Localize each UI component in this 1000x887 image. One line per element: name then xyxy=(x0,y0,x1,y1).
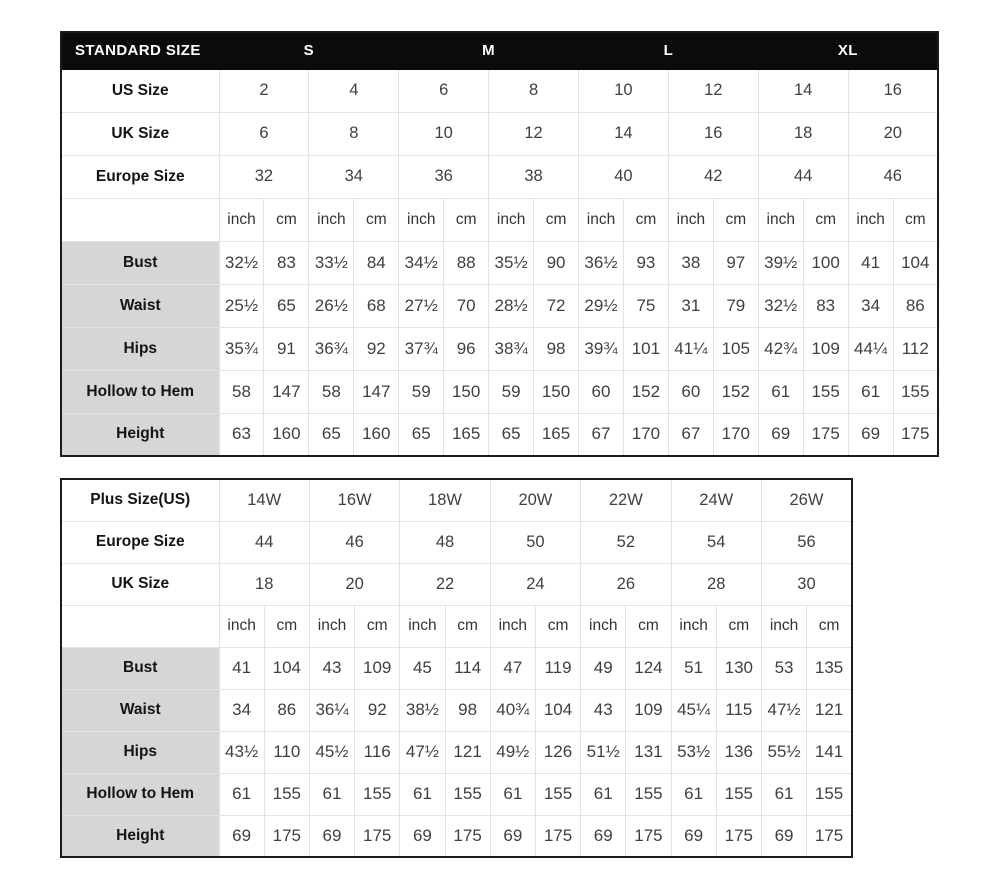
band-label: S xyxy=(219,32,399,69)
measure-value-cell: 72 xyxy=(534,284,579,327)
unit-label-inch: inch xyxy=(490,605,535,647)
measure-value-cell: 155 xyxy=(807,773,852,815)
size-value-cell: 14W xyxy=(219,479,309,521)
unit-label-inch: inch xyxy=(400,605,445,647)
unit-row-empty-label xyxy=(61,605,219,647)
measure-value-cell: 155 xyxy=(535,773,580,815)
measure-value-cell: 104 xyxy=(535,689,580,731)
measure-row xyxy=(61,327,938,370)
size-value-cell: 26 xyxy=(581,563,671,605)
unit-label-cm: cm xyxy=(264,198,309,241)
measure-value-cell: 37¾ xyxy=(399,327,444,370)
measure-value-cell: 38 xyxy=(668,241,713,284)
measure-value-cell: 43½ xyxy=(219,731,264,773)
measure-value-cell: 105 xyxy=(713,327,758,370)
measure-value-cell: 155 xyxy=(716,773,761,815)
band-label: XL xyxy=(758,32,938,69)
row-label: Hollow to Hem xyxy=(61,370,219,413)
measure-row xyxy=(61,689,852,731)
measure-value-cell: 88 xyxy=(444,241,489,284)
measure-value-cell: 65 xyxy=(489,413,534,456)
measure-value-cell: 61 xyxy=(581,773,626,815)
measure-value-cell: 61 xyxy=(761,773,806,815)
measure-value-cell: 55½ xyxy=(761,731,806,773)
measure-value-cell: 104 xyxy=(264,647,309,689)
size-value-cell: 46 xyxy=(309,521,399,563)
size-value-cell: 16 xyxy=(848,69,938,112)
measure-value-cell: 83 xyxy=(264,241,309,284)
measure-row xyxy=(61,284,938,327)
unit-label-cm: cm xyxy=(535,605,580,647)
unit-label-cm: cm xyxy=(626,605,671,647)
size-value-cell: 14 xyxy=(579,112,669,155)
measure-value-cell: 60 xyxy=(579,370,624,413)
row-label: Waist xyxy=(61,689,219,731)
row-label: UK Size xyxy=(61,112,219,155)
measure-value-cell: 47½ xyxy=(400,731,445,773)
measure-value-cell: 47 xyxy=(490,647,535,689)
size-value-cell: 28 xyxy=(671,563,761,605)
size-value-cell: 40 xyxy=(579,155,669,198)
measure-value-cell: 39¾ xyxy=(579,327,624,370)
size-value-cell: 38 xyxy=(489,155,579,198)
measure-value-cell: 141 xyxy=(807,731,852,773)
unit-label-cm: cm xyxy=(893,198,938,241)
measure-value-cell: 175 xyxy=(535,815,580,857)
measure-value-cell: 175 xyxy=(626,815,671,857)
measure-row xyxy=(61,370,938,413)
size-value-cell: 10 xyxy=(579,69,669,112)
measure-row xyxy=(61,241,938,284)
size-value-cell: 52 xyxy=(581,521,671,563)
measure-value-cell: 124 xyxy=(626,647,671,689)
measure-value-cell: 147 xyxy=(354,370,399,413)
measure-row xyxy=(61,413,938,456)
measure-value-cell: 155 xyxy=(445,773,490,815)
measure-value-cell: 69 xyxy=(671,815,716,857)
unit-label-cm: cm xyxy=(713,198,758,241)
size-row xyxy=(61,112,938,155)
measure-value-cell: 160 xyxy=(354,413,399,456)
measure-value-cell: 109 xyxy=(803,327,848,370)
measure-value-cell: 69 xyxy=(848,413,893,456)
unit-label-cm: cm xyxy=(355,605,400,647)
unit-label-cm: cm xyxy=(264,605,309,647)
measure-value-cell: 150 xyxy=(444,370,489,413)
measure-value-cell: 160 xyxy=(264,413,309,456)
unit-label-cm: cm xyxy=(807,605,852,647)
measure-value-cell: 155 xyxy=(264,773,309,815)
measure-value-cell: 47½ xyxy=(761,689,806,731)
measure-value-cell: 116 xyxy=(355,731,400,773)
unit-label-cm: cm xyxy=(803,198,848,241)
size-value-cell: 18 xyxy=(219,563,309,605)
measure-value-cell: 131 xyxy=(626,731,671,773)
measure-value-cell: 61 xyxy=(490,773,535,815)
row-label: Hips xyxy=(61,327,219,370)
unit-label-inch: inch xyxy=(761,605,806,647)
unit-label-inch: inch xyxy=(671,605,716,647)
measure-value-cell: 152 xyxy=(623,370,668,413)
measure-value-cell: 68 xyxy=(354,284,399,327)
band-label: L xyxy=(579,32,759,69)
measure-value-cell: 147 xyxy=(264,370,309,413)
measure-value-cell: 65 xyxy=(399,413,444,456)
measure-value-cell: 61 xyxy=(758,370,803,413)
size-value-cell: 32 xyxy=(219,155,309,198)
row-label: Hollow to Hem xyxy=(61,773,219,815)
measure-value-cell: 91 xyxy=(264,327,309,370)
unit-label-inch: inch xyxy=(219,605,264,647)
measure-value-cell: 126 xyxy=(535,731,580,773)
size-value-cell: 48 xyxy=(400,521,490,563)
size-value-cell: 36 xyxy=(399,155,489,198)
size-value-cell: 24W xyxy=(671,479,761,521)
measure-value-cell: 175 xyxy=(807,815,852,857)
measure-value-cell: 40¾ xyxy=(490,689,535,731)
measure-value-cell: 175 xyxy=(893,413,938,456)
measure-value-cell: 119 xyxy=(535,647,580,689)
measure-value-cell: 112 xyxy=(893,327,938,370)
size-value-cell: 20 xyxy=(309,563,399,605)
measure-value-cell: 136 xyxy=(716,731,761,773)
measure-value-cell: 100 xyxy=(803,241,848,284)
size-value-cell: 44 xyxy=(219,521,309,563)
unit-label-cm: cm xyxy=(534,198,579,241)
unit-label-cm: cm xyxy=(716,605,761,647)
unit-label-inch: inch xyxy=(219,198,264,241)
measure-value-cell: 79 xyxy=(713,284,758,327)
measure-value-cell: 170 xyxy=(713,413,758,456)
measure-value-cell: 121 xyxy=(807,689,852,731)
measure-value-cell: 28½ xyxy=(489,284,534,327)
measure-value-cell: 170 xyxy=(623,413,668,456)
size-value-cell: 8 xyxy=(489,69,579,112)
row-label: Height xyxy=(61,815,219,857)
measure-value-cell: 45¼ xyxy=(671,689,716,731)
measure-value-cell: 121 xyxy=(445,731,490,773)
measure-value-cell: 101 xyxy=(623,327,668,370)
measure-value-cell: 44¼ xyxy=(848,327,893,370)
unit-label-cm: cm xyxy=(445,605,490,647)
measure-value-cell: 42¾ xyxy=(758,327,803,370)
measure-value-cell: 36½ xyxy=(579,241,624,284)
size-value-cell: 4 xyxy=(309,69,399,112)
measure-value-cell: 98 xyxy=(534,327,579,370)
measure-value-cell: 29½ xyxy=(579,284,624,327)
measure-value-cell: 34 xyxy=(848,284,893,327)
size-value-cell: 22W xyxy=(581,479,671,521)
measure-value-cell: 41 xyxy=(219,647,264,689)
measure-value-cell: 36¾ xyxy=(309,327,354,370)
measure-value-cell: 155 xyxy=(626,773,671,815)
row-label: Bust xyxy=(61,241,219,284)
measure-value-cell: 31 xyxy=(668,284,713,327)
unit-label-inch: inch xyxy=(489,198,534,241)
measure-value-cell: 69 xyxy=(219,815,264,857)
size-value-cell: 20W xyxy=(490,479,580,521)
size-value-cell: 12 xyxy=(489,112,579,155)
measure-value-cell: 32½ xyxy=(758,284,803,327)
measure-value-cell: 86 xyxy=(264,689,309,731)
row-label: Europe Size xyxy=(61,155,219,198)
unit-label-cm: cm xyxy=(623,198,668,241)
measure-row xyxy=(61,647,852,689)
size-row xyxy=(61,155,938,198)
unit-label-inch: inch xyxy=(309,605,354,647)
size-value-cell: 22 xyxy=(400,563,490,605)
measure-value-cell: 35½ xyxy=(489,241,534,284)
size-value-cell: 6 xyxy=(399,69,489,112)
measure-value-cell: 53 xyxy=(761,647,806,689)
size-value-cell: 26W xyxy=(761,479,852,521)
measure-value-cell: 86 xyxy=(893,284,938,327)
size-value-cell: 2 xyxy=(219,69,309,112)
measure-value-cell: 69 xyxy=(581,815,626,857)
row-label: UK Size xyxy=(61,563,219,605)
row-label: Plus Size(US) xyxy=(61,479,219,521)
measure-value-cell: 63 xyxy=(219,413,264,456)
measure-value-cell: 35¾ xyxy=(219,327,264,370)
measure-value-cell: 109 xyxy=(355,647,400,689)
measure-value-cell: 135 xyxy=(807,647,852,689)
measure-value-cell: 130 xyxy=(716,647,761,689)
measure-value-cell: 45 xyxy=(400,647,445,689)
measure-value-cell: 104 xyxy=(893,241,938,284)
size-value-cell: 56 xyxy=(761,521,852,563)
measure-value-cell: 61 xyxy=(309,773,354,815)
measure-value-cell: 49 xyxy=(581,647,626,689)
measure-value-cell: 165 xyxy=(534,413,579,456)
measure-value-cell: 25½ xyxy=(219,284,264,327)
measure-value-cell: 175 xyxy=(264,815,309,857)
plus-size-table xyxy=(60,478,853,858)
measure-value-cell: 93 xyxy=(623,241,668,284)
measure-value-cell: 61 xyxy=(848,370,893,413)
size-value-cell: 34 xyxy=(309,155,399,198)
unit-row xyxy=(61,605,852,647)
unit-label-inch: inch xyxy=(668,198,713,241)
size-value-cell: 12 xyxy=(668,69,758,112)
size-value-cell: 16 xyxy=(668,112,758,155)
measure-value-cell: 69 xyxy=(761,815,806,857)
row-label: Europe Size xyxy=(61,521,219,563)
measure-value-cell: 32½ xyxy=(219,241,264,284)
measure-value-cell: 84 xyxy=(354,241,399,284)
band-header-row xyxy=(61,32,938,69)
measure-value-cell: 58 xyxy=(309,370,354,413)
size-value-cell: 16W xyxy=(309,479,399,521)
size-value-cell: 24 xyxy=(490,563,580,605)
band-label: M xyxy=(399,32,579,69)
unit-label-inch: inch xyxy=(581,605,626,647)
measure-value-cell: 175 xyxy=(445,815,490,857)
measure-value-cell: 61 xyxy=(219,773,264,815)
unit-label-inch: inch xyxy=(399,198,444,241)
measure-value-cell: 152 xyxy=(713,370,758,413)
size-value-cell: 20 xyxy=(848,112,938,155)
measure-value-cell: 110 xyxy=(264,731,309,773)
size-value-cell: 18 xyxy=(758,112,848,155)
measure-value-cell: 38½ xyxy=(400,689,445,731)
row-label: Hips xyxy=(61,731,219,773)
measure-value-cell: 175 xyxy=(355,815,400,857)
measure-value-cell: 175 xyxy=(716,815,761,857)
measure-value-cell: 114 xyxy=(445,647,490,689)
measure-value-cell: 61 xyxy=(400,773,445,815)
size-row xyxy=(61,479,852,521)
measure-value-cell: 51½ xyxy=(581,731,626,773)
measure-value-cell: 26½ xyxy=(309,284,354,327)
measure-value-cell: 27½ xyxy=(399,284,444,327)
row-label: Bust xyxy=(61,647,219,689)
size-value-cell: 42 xyxy=(668,155,758,198)
size-value-cell: 54 xyxy=(671,521,761,563)
unit-label-cm: cm xyxy=(354,198,399,241)
measure-value-cell: 34½ xyxy=(399,241,444,284)
measure-value-cell: 90 xyxy=(534,241,579,284)
measure-value-cell: 115 xyxy=(716,689,761,731)
measure-value-cell: 65 xyxy=(264,284,309,327)
measure-value-cell: 49½ xyxy=(490,731,535,773)
measure-value-cell: 155 xyxy=(803,370,848,413)
measure-value-cell: 109 xyxy=(626,689,671,731)
measure-value-cell: 59 xyxy=(489,370,534,413)
measure-value-cell: 34 xyxy=(219,689,264,731)
measure-row xyxy=(61,731,852,773)
measure-value-cell: 69 xyxy=(490,815,535,857)
measure-value-cell: 155 xyxy=(355,773,400,815)
standard-size-table xyxy=(60,31,939,457)
unit-row xyxy=(61,198,938,241)
unit-label-cm: cm xyxy=(444,198,489,241)
measure-value-cell: 69 xyxy=(400,815,445,857)
size-value-cell: 44 xyxy=(758,155,848,198)
size-value-cell: 10 xyxy=(399,112,489,155)
measure-value-cell: 165 xyxy=(444,413,489,456)
row-label: Waist xyxy=(61,284,219,327)
unit-label-inch: inch xyxy=(579,198,624,241)
measure-value-cell: 70 xyxy=(444,284,489,327)
size-value-cell: 30 xyxy=(761,563,852,605)
measure-value-cell: 33½ xyxy=(309,241,354,284)
measure-value-cell: 43 xyxy=(309,647,354,689)
measure-value-cell: 36¼ xyxy=(309,689,354,731)
measure-value-cell: 98 xyxy=(445,689,490,731)
measure-value-cell: 58 xyxy=(219,370,264,413)
measure-value-cell: 96 xyxy=(444,327,489,370)
measure-value-cell: 51 xyxy=(671,647,716,689)
measure-value-cell: 39½ xyxy=(758,241,803,284)
measure-value-cell: 60 xyxy=(668,370,713,413)
size-row xyxy=(61,69,938,112)
measure-value-cell: 38¾ xyxy=(489,327,534,370)
size-row xyxy=(61,563,852,605)
measure-value-cell: 150 xyxy=(534,370,579,413)
measure-value-cell: 92 xyxy=(355,689,400,731)
size-value-cell: 14 xyxy=(758,69,848,112)
measure-value-cell: 155 xyxy=(893,370,938,413)
measure-value-cell: 41 xyxy=(848,241,893,284)
size-value-cell: 50 xyxy=(490,521,580,563)
measure-value-cell: 67 xyxy=(579,413,624,456)
measure-value-cell: 75 xyxy=(623,284,668,327)
measure-value-cell: 92 xyxy=(354,327,399,370)
measure-value-cell: 97 xyxy=(713,241,758,284)
measure-value-cell: 67 xyxy=(668,413,713,456)
measure-value-cell: 175 xyxy=(803,413,848,456)
measure-value-cell: 59 xyxy=(399,370,444,413)
measure-value-cell: 53½ xyxy=(671,731,716,773)
size-value-cell: 8 xyxy=(309,112,399,155)
unit-label-inch: inch xyxy=(758,198,803,241)
corner-label: STANDARD SIZE xyxy=(61,32,219,69)
row-label: Height xyxy=(61,413,219,456)
size-row xyxy=(61,521,852,563)
size-value-cell: 6 xyxy=(219,112,309,155)
row-label: US Size xyxy=(61,69,219,112)
measure-value-cell: 61 xyxy=(671,773,716,815)
measure-value-cell: 69 xyxy=(309,815,354,857)
measure-value-cell: 69 xyxy=(758,413,803,456)
measure-row xyxy=(61,815,852,857)
measure-value-cell: 41¼ xyxy=(668,327,713,370)
unit-label-inch: inch xyxy=(309,198,354,241)
size-value-cell: 46 xyxy=(848,155,938,198)
measure-value-cell: 83 xyxy=(803,284,848,327)
measure-value-cell: 45½ xyxy=(309,731,354,773)
measure-row xyxy=(61,773,852,815)
measure-value-cell: 43 xyxy=(581,689,626,731)
measure-value-cell: 65 xyxy=(309,413,354,456)
size-value-cell: 18W xyxy=(400,479,490,521)
unit-label-inch: inch xyxy=(848,198,893,241)
unit-row-empty-label xyxy=(61,198,219,241)
